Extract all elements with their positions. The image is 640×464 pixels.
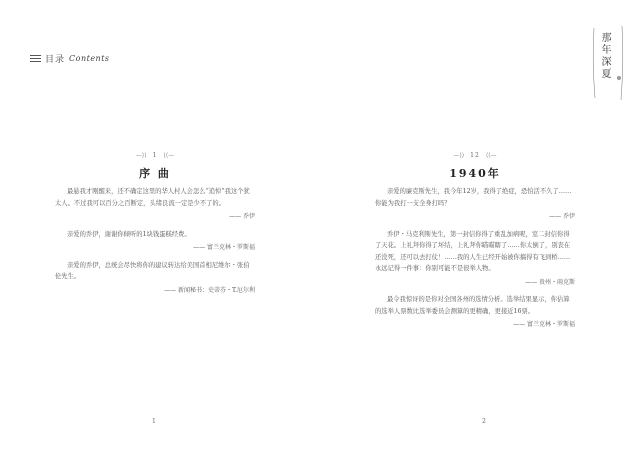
letter-paragraph: 最悬我才刚醒来，还不确定这里的华人村人会怎么“追悼”我这个犹太人。不过我可以百分之百断定，头绪良流一定是少不了的。 — [55, 188, 250, 207]
contents-label-en: Contents — [69, 54, 110, 63]
letter-paragraph: 最令我惊讶的是你对全国各州的选情分析。选举结果显示，你估算的选举人票数比选举委员会测算的更精确，更接近16票。 — [375, 296, 570, 315]
ornament-right-icon: ⟨⟨— — [163, 152, 175, 159]
letter-signature: —— 乔伊 — [229, 213, 255, 220]
letter-signature: —— 乔伊 — [549, 213, 575, 220]
ornament-right-icon: ⟨⟨— — [485, 152, 497, 159]
letter-paragraph: 亲爱的乔伊，谢谢你倾听的1块钱蛋糕经费。 — [67, 230, 191, 238]
letter-signature: —— 富兰克林・罗斯福 — [513, 321, 575, 328]
letter-signature: —— 富兰克林・罗斯福 — [193, 244, 255, 251]
right-page — [375, 150, 575, 337]
letter-signature: —— 新闻秘书：史蒂芬・T.厄尔利 — [164, 286, 255, 294]
ornament-left-icon: —⟩⟩ — [453, 152, 465, 159]
right-date-mark — [375, 150, 575, 162]
letter-paragraph: 亲爱的乔伊，总统会尽快将你的建议转达给美国首相尼维尔・张伯伦先生。 — [55, 261, 250, 280]
right-chapter-title: 1940年 — [449, 166, 501, 180]
letter-paragraph: 乔伊・马克利斯先生，第一封信你得了重乱加病呢，室二封信你得了天花。上礼拜你得了坏结，上礼拜你瞄瞄瞎了……你太倒了，别丧在还没死，还可以去打仗！……我的人生已经开始被你搞得有飞到桥……永远记得一件事：你别可能不是很举人物。 — [375, 230, 571, 272]
left-chapter-title: 序 曲 — [139, 166, 171, 180]
book-logo — [588, 22, 628, 104]
left-date-mark — [55, 150, 255, 162]
ornament-left-icon: —⟩⟩ — [135, 152, 147, 159]
left-page — [55, 150, 255, 302]
page-number-right: 2 — [482, 418, 486, 425]
contents-header[interactable] — [30, 52, 110, 65]
right-date-number: 12 — [470, 152, 480, 159]
logo-text: 那年深夏 — [599, 32, 610, 80]
page-number-left: 1 — [152, 418, 156, 425]
contents-label-cn: 目录 — [45, 55, 66, 65]
letter-signature: —— 贵州・雨克斯 — [525, 278, 575, 286]
left-date-number: 1 — [152, 152, 158, 159]
letter-paragraph: 亲爱的廉克斯先生，我今年12岁，我得了绝症，恐怕活不久了……你能为我打一支全身打吗？ — [375, 188, 572, 207]
menu-icon — [30, 55, 41, 62]
